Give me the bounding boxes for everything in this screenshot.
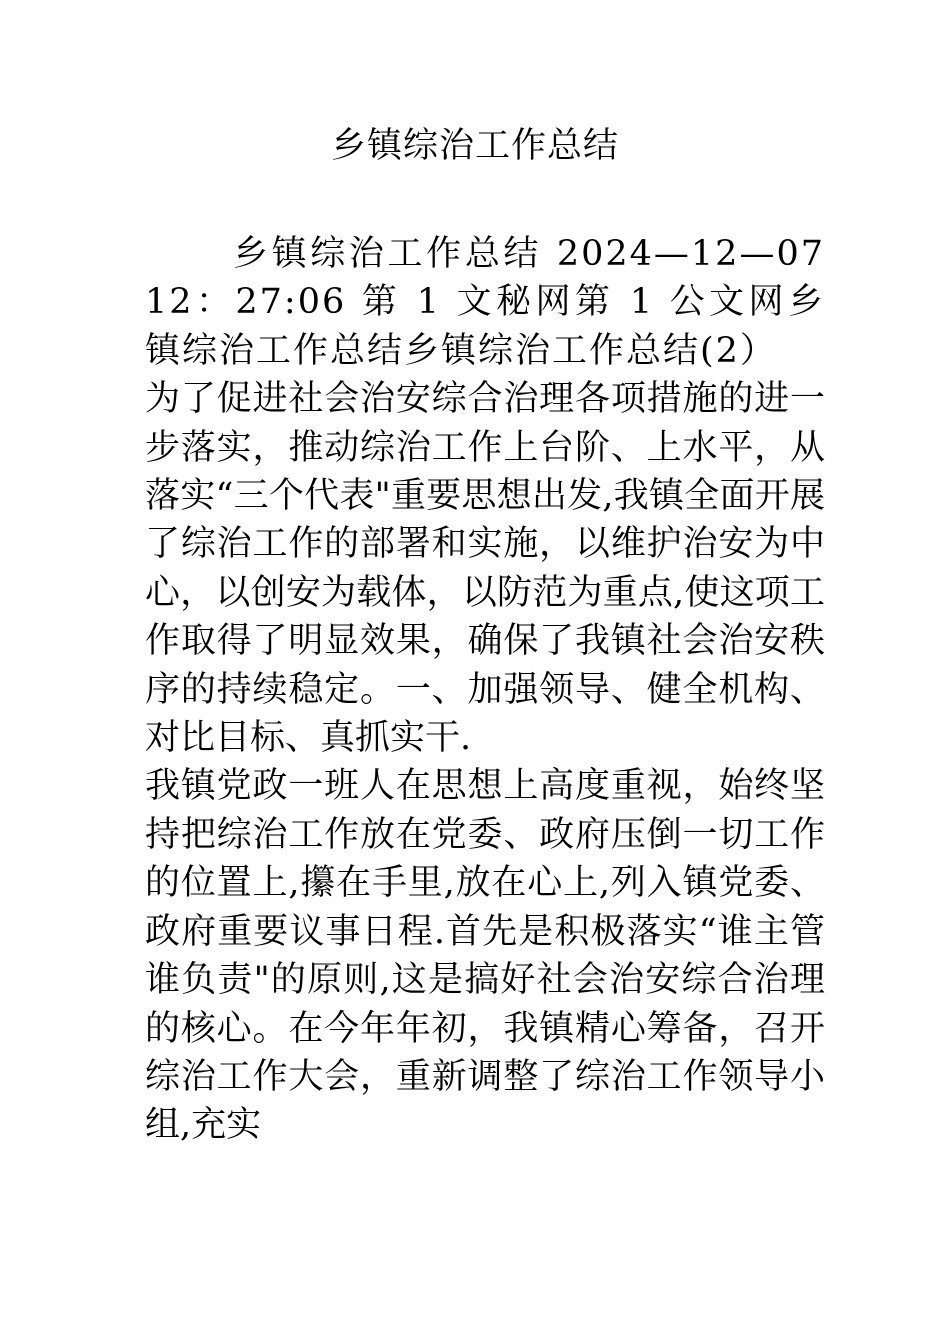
document-title: 乡镇综治工作总结 [330, 126, 619, 166]
paragraph-leadership: 我镇党政一班人在思想上高度重视，始终坚持把综治工作放在党委、政府压倒一切工作的位置上,攥在手里,放在心上,列入镇党委、政府重要议事日程.首先是积极落实“谁主管谁负责"的原则,这是搞好社会治安综合治理的核心。在今年年初，我镇精心筹备，召开综治工作大会，重新调整了综治工作领导小组,充实 [145, 766, 825, 1146]
paragraph-intro: 为了促进社会治安综合治理各项措施的进一步落实，推动综治工作上台阶、上水平，从落实“三个代表"重要思想出发,我镇全面开展了综治工作的部署和实施，以维护治安为中心，以创安为载体，以防范为重点,使这项工作取得了明显效果，确保了我镇社会治安秩序的持续稳定。一、加强领导、健全机构、对比目标、真抓实干. [145, 379, 825, 759]
document-body [145, 230, 825, 1150]
paragraph-header-info: 乡镇综治工作总结 2024—12—07 12：27:06 第 1 文秘网第 1 公文网乡镇综治工作总结乡镇综治工作总结(2） [145, 234, 825, 371]
